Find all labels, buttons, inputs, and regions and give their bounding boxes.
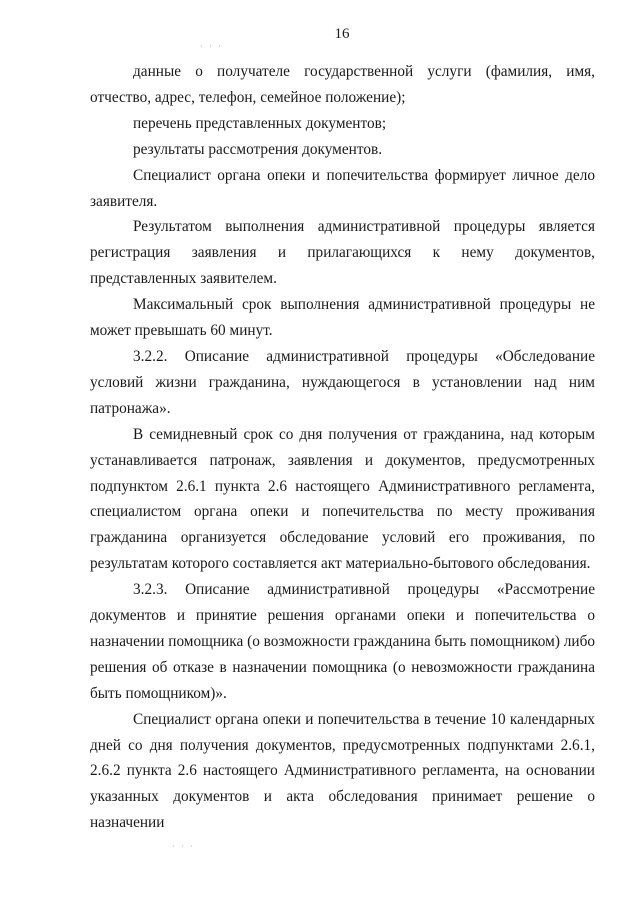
paragraph: Максимальный срок выполнения административной процедуры не может превышать 60 минут.	[90, 296, 595, 340]
page-number: 16	[334, 26, 350, 42]
paragraph: Специалист органа опеки и попечительства в течение 10 календарных дней со дня получения документов, предусмотренных подпунктами 2.6.1, 2.6.2 пункта 2.6 настоящего Административного регламента, на основании указанных документов и акта обследования принимает решение о назначении	[90, 710, 595, 832]
body-text	[90, 59, 595, 836]
paragraph: В семидневный срок со дня получения от гражданина, над которым устанавливается патронаж, заявления и документов, предусмотренных подпунктом 2.6.1 пункта 2.6 настоящего Административного регламента, специалистом органа опеки и попечительства по месту проживания гражданина организуется обследование условий его проживания, по результатам которого составляется акт материально-бытового обследования.	[90, 425, 595, 573]
paragraph: Результатом выполнения административной процедуры является регистрация заявления и прилагающихся к нему документов, представленных заявителем.	[90, 218, 595, 288]
scan-artifact: · · ·	[172, 842, 195, 851]
paragraph: 3.2.3. Описание административной процедуры «Рассмотрение документов и принятие решения органами опеки и попечительства о назначении помощника (о возможности гражданина быть помощником) либо решения об отказе в назначении помощника (о невозможности гражданина быть помощником)».	[90, 581, 595, 702]
paragraph: результаты рассмотрения документов.	[133, 140, 383, 158]
scan-artifact: · · ·	[200, 42, 223, 51]
paragraph: Специалист органа опеки и попечительства формирует личное дело заявителя.	[90, 166, 595, 210]
paragraph: данные о получателе государственной услуги (фамилия, имя, отчество, адрес, телефон, семейное положение);	[90, 63, 595, 106]
paragraph: перечень представленных документов;	[133, 114, 387, 132]
paragraph: 3.2.2. Описание административной процедуры «Обследование условий жизни гражданина, нуждающегося в установлении над ним патронажа».	[90, 347, 595, 417]
